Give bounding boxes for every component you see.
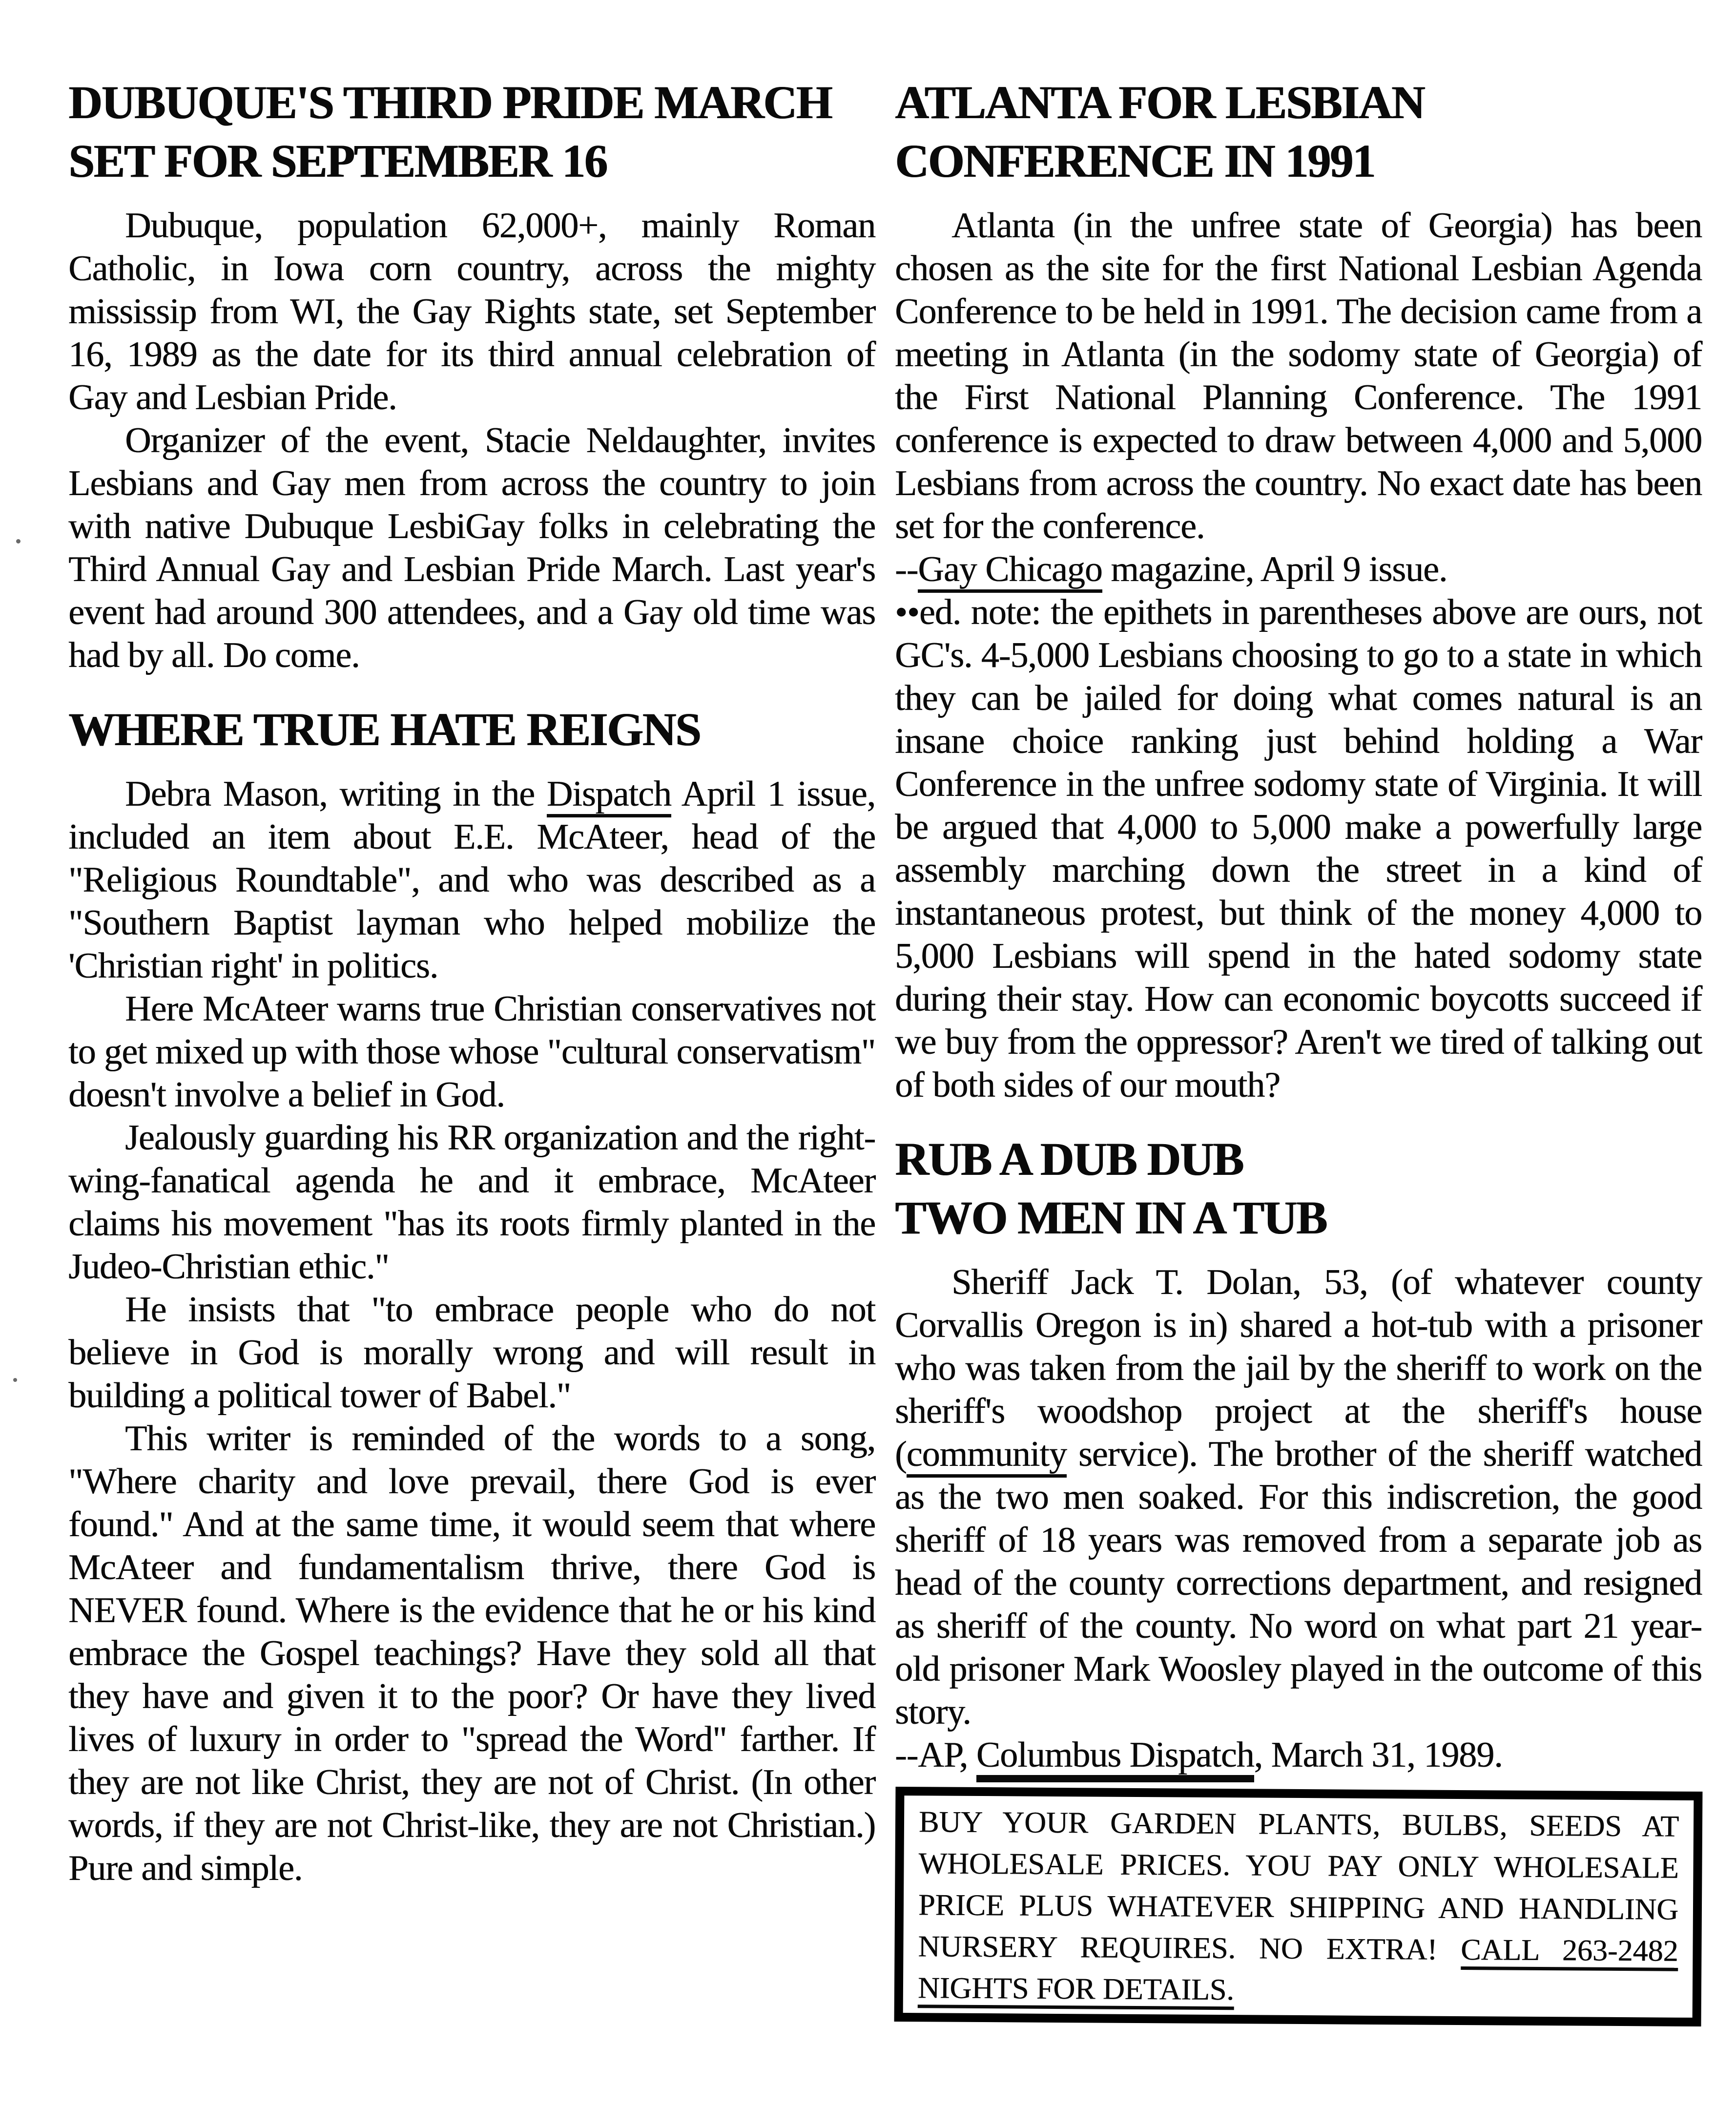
right-column — [895, 73, 1702, 2024]
headline-where-true-hate-reigns — [68, 700, 875, 759]
hate-paragraph-3: Jealously guarding his RR organization and the right-wing-fanatical agenda he and it embrace, McAteer claims his movement "has its roots firmly planted in the Judeo-Christian ethic." — [68, 1118, 875, 1287]
headline-line: ATLANTA FOR LESBIAN — [895, 76, 1424, 128]
article-dubuque-pride-march — [68, 73, 875, 677]
columbus-dispatch-underlined: Columbus Dispatch — [976, 1735, 1254, 1782]
community-underlined: community — [907, 1434, 1067, 1478]
rubadub-paragraph-1: Sheriff Jack T. Dolan, 53, (of whatever county Corvallis Oregon is in) shared a hot-tub with a prisoner who was taken from the jail by the sheriff to work on the sheriff's woodshop project at the sheriff's house (community service). The brother of the sheriff watched as the two men soaked. For this indiscretion, the good sheriff of 18 years was removed from a separate job as head of the county corrections department, and resigned as sheriff of the county. No word on what part 21 year-old prisoner Mark Woosley played in the outcome of this story. — [895, 1262, 1702, 1732]
ad-phone-call-underlined: CALL 263-2482 NIGHTS FOR DETAILS. — [918, 1933, 1678, 2010]
headline-atlanta-lesbian-conference — [895, 73, 1702, 190]
headline-line: TWO MEN IN A TUB — [895, 1191, 1326, 1244]
headline-rub-a-dub-dub — [895, 1130, 1702, 1247]
article-body-rubadub — [895, 1261, 1702, 1776]
headline-line: SET FOR SEPTEMBER 16 — [68, 135, 607, 187]
article-body-hate — [68, 773, 875, 1890]
hate-paragraph-1: Debra Mason, writing in the Dispatch April 1 issue, included an item about E.E. McAteer, head of the "Religious Roundtable", and who was described as a "Southern Baptist layman who helped mobilize the 'Christian right' in politics. — [68, 774, 875, 986]
garden-plants-ad-box — [894, 1787, 1703, 2026]
hate-paragraph-5: This writer is reminded of the words to a song, "Where charity and love prevail, there God is ever found." And at the same time, it would seem that where McAteer and fundamentalism thrive, there God is NEVER found. Where is the evidence that he or his kind embrace the Gospel teachings? Have they sold all that they have and given it to the poor? Or have they lived lives of luxury in order to "spread the Word" farther. If they are not like Christ, they are not of Christ. (In other words, if they are not Christ-like, they are not Christian.) Pure and simple. — [68, 1419, 875, 1888]
scan-speck — [16, 539, 21, 543]
article-where-true-hate-reigns — [68, 700, 875, 1890]
atlanta-paragraph-1: Atlanta (in the unfree state of Georgia) has been chosen as the site for the first National Lesbian Agenda Conference to be held in 1991. The decision came from a meeting in Atlanta (in the sodomy state of Georgia) of the First National Planning Conference. The 1991 conference is expected to draw between 4,000 and 5,000 Lesbians from across the country. No exact date has been set for the conference. — [895, 206, 1702, 546]
hate-paragraph-2: Here McAteer warns true Christian conservatives not to get mixed up with those whose "cultural conservatism" doesn't involve a belief in God. — [68, 989, 875, 1115]
headline-line: DUBUQUE'S THIRD PRIDE MARCH — [68, 76, 832, 128]
headline-line: RUB A DUB DUB — [895, 1133, 1243, 1185]
editors-note: ••ed. note: the epithets in parentheses above are ours, not GC's. 4-5,000 Lesbians choosing to go to a state in which they can be jailed for doing what comes natural is an insane choice ranking just behind holding a War Conference in the unfree sodomy state of Virginia. It will be argued that 4,000 to 5,000 make a powerfully large assembly marching down the street in a kind of instantaneous protest, but think of the money 4,000 to 5,000 Lesbians will spend in the hated sodomy state during their stay. How can economic boycotts succeed if we buy from the oppressor? Aren't we tired of talking out of both sides of our mouth? — [895, 592, 1702, 1105]
garden-plants-ad-body — [918, 1801, 1679, 2014]
dubuque-paragraph-2: Organizer of the event, Stacie Neldaughter, invites Lesbians and Gay men from across the country to join with native Dubuque LesbiGay folks in celebrating the Third Annual Gay and Lesbian Pride March. Last year's event had around 300 attendees, and a Gay old time was had by all. Do come. — [68, 420, 875, 675]
article-atlanta-lesbian-conference — [895, 73, 1702, 1107]
hate-paragraph-4: He insists that "to embrace people who do not believe in God is morally wrong and will result in building a political tower of Babel." — [68, 1290, 875, 1416]
article-rub-a-dub-dub — [895, 1130, 1702, 1776]
garden-plants-ad-text: BUY YOUR GARDEN PLANTS, BULBS, SEEDS AT WHOLESALE PRICES. YOU PAY ONLY WHOLESALE PRICE PLUS WHATEVER SHIPPING AND HANDLING NURSERY REQUIRES. NO EXTRA! CALL 263-2482 NIGHTS FOR DETAILS. — [918, 1801, 1679, 2014]
gay-chicago-underlined: Gay Chicago — [918, 549, 1102, 593]
attribution-ap-columbus-dispatch: --AP, Columbus Dispatch, March 31, 1989. — [895, 1733, 1702, 1776]
article-body-atlanta — [895, 204, 1702, 1107]
headline-line: CONFERENCE IN 1991 — [895, 135, 1375, 187]
headline-line: WHERE TRUE HATE REIGNS — [68, 703, 701, 755]
left-column — [68, 73, 875, 2024]
dubuque-paragraph-1: Dubuque, population 62,000+, mainly Roman Catholic, in Iowa corn country, across the mighty mississip from WI, the Gay Rights state, set September 16, 1989 as the date for its third annual celebration of Gay and Lesbian Pride. — [68, 206, 875, 418]
headline-dubuque-pride-march — [68, 73, 875, 190]
article-body-dubuque — [68, 204, 875, 677]
dispatch-underlined: Dispatch — [547, 774, 671, 817]
attribution-gay-chicago: --Gay Chicago magazine, April 9 issue. — [895, 548, 1702, 591]
scan-speck — [13, 1378, 17, 1382]
